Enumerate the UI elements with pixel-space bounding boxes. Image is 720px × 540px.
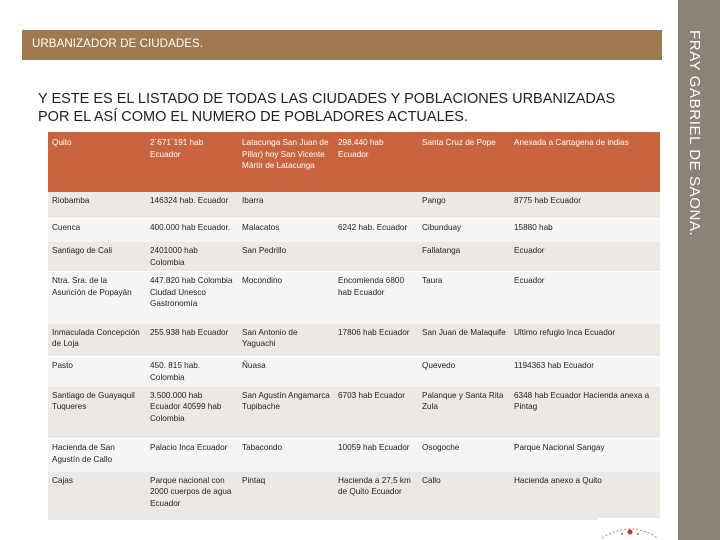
table-cell	[334, 357, 418, 387]
vertical-title: FRAY GABRIEL DE SAONA.	[686, 30, 703, 237]
table-cell: Cuenca	[48, 218, 146, 242]
table-cell: Ibarra	[242, 196, 264, 205]
table-cell: Pango	[422, 196, 446, 205]
table-cell: 10059 hab Ecuador	[334, 439, 418, 472]
table-cell: Pasto	[48, 357, 146, 387]
table-cell: Taura	[418, 272, 510, 324]
table-cell: Quevedo	[418, 357, 510, 387]
side-panel	[678, 0, 720, 540]
table-cell: Ntra. Sra. de la Asunción de Popayán	[48, 272, 146, 324]
table-cell: Parque Nacional Sangay	[510, 439, 660, 472]
seal-stamp-image	[598, 518, 662, 540]
table-cell: Osogoche	[418, 439, 510, 472]
table-cell: 17806 hab Ecuador	[338, 327, 410, 337]
header-cell: 298.440 hab Ecuador	[334, 132, 418, 192]
header-title: URBANIZADOR DE CIUDADES.	[32, 38, 204, 50]
table-cell: Cibunduay	[418, 218, 510, 242]
table-cell: Mocondino	[238, 272, 334, 324]
page-heading	[38, 90, 658, 126]
table-cell	[334, 192, 418, 218]
header-cell: Anexada a Cartagena de indias	[510, 132, 660, 192]
table-cell: San Antonio de Yaguachi	[242, 327, 298, 348]
table-cell: 146324 hab. Ecuador	[150, 196, 229, 205]
table-cell: 447.820 hab Colombia Ciudad Unesco Gastronomía	[146, 272, 238, 324]
table-cell: Hacienda anexo a Quito	[514, 475, 602, 485]
table-cell: Malacatos	[238, 218, 334, 242]
table-cell: Santiago de Cali	[52, 246, 113, 255]
table-row	[48, 472, 660, 520]
table-cell: Santiago de Guayaquil Tuqueres	[52, 390, 135, 411]
header-cell: 2´671´191 hab Ecuador	[146, 132, 238, 192]
table-cell: San Pedrillo	[242, 246, 287, 255]
table-cell: Hacienda de San Agustín de Callo	[48, 439, 146, 472]
table-cell: Pintaq	[242, 475, 266, 485]
table-row	[48, 192, 660, 218]
table-cell: Ecuador	[510, 272, 660, 324]
table-cell: Tabacondo	[238, 439, 334, 472]
table-cell: Encomienda 6800 hab Ecuador	[334, 272, 418, 324]
table-cell: Palacio Inca Ecuador	[146, 439, 238, 472]
header-bar	[22, 30, 662, 60]
table-cell: San Agustín Angamarca Tupibache	[242, 390, 330, 411]
table-cell: 15880 hab	[510, 218, 660, 242]
table-cell: Callo	[422, 475, 441, 485]
table-cell: 255.938 hab Ecuador	[150, 327, 229, 337]
header-cell: Latacunga San Juan de Pillar) hoy San Vicente Mártir de Latacunga	[238, 132, 334, 192]
table-cell: 6348 hab Ecuador Hacienda anexa a Pintag	[514, 390, 650, 411]
table-row	[48, 218, 660, 242]
table-row	[48, 242, 660, 272]
table-cell: Inmaculada Concepción de Loja	[52, 327, 140, 348]
table-cell: 8775 hab Ecuador	[514, 196, 581, 205]
table-cell: 6703 hab Ecuador	[338, 390, 405, 400]
table-row	[48, 324, 660, 357]
table-row	[48, 272, 660, 324]
table-cell: 400.000 hab Ecuador.	[146, 218, 238, 242]
table-cell	[334, 242, 418, 272]
table-cell: 1194363 hab Ecuador	[510, 357, 660, 387]
table-cell: 450. 815 hab. Colombia	[146, 357, 238, 387]
table-cell: 6242 hab. Ecuador	[334, 218, 418, 242]
table-header-row	[48, 132, 660, 192]
table-row	[48, 387, 660, 439]
table-cell: Palanque y Santa Rita Zula	[422, 390, 504, 411]
table-cell: Riobamba	[52, 196, 90, 205]
table-cell: 2401000 hab Colombia	[150, 246, 198, 267]
cities-table-wrapper	[48, 132, 660, 520]
table-cell: San Juan de Malaquife	[422, 327, 506, 337]
table-row	[48, 357, 660, 387]
table-row	[48, 439, 660, 472]
heading-line-2: POR EL ASÍ COMO EL NUMERO DE POBLADORES ACTUALES.	[38, 109, 469, 125]
header-cell: Santa Cruz de Pope	[418, 132, 510, 192]
table-cell: Ultimo refugio Inca Ecuador	[514, 327, 616, 337]
table-cell: Parque nacional con 2000 cuerpos de agua Ecuador	[150, 475, 232, 508]
table-cell: Hacienda a 27,5 km de Quito Ecuador	[338, 475, 411, 496]
table-cell: Ecuador	[514, 246, 545, 255]
table-cell: Cajas	[52, 475, 73, 485]
table-cell: Fallatanga	[422, 246, 461, 255]
table-cell: 3.500.000 hab Ecuador 40599 hab Colombia	[150, 390, 222, 423]
header-cell: Quito	[48, 132, 146, 192]
heading-line-1: Y ESTE ES EL LISTADO DE TODAS LAS CIUDADES Y POBLACIONES URBANIZADAS	[38, 91, 616, 107]
table-cell: Ñuasa	[238, 357, 334, 387]
cities-table	[48, 132, 660, 520]
